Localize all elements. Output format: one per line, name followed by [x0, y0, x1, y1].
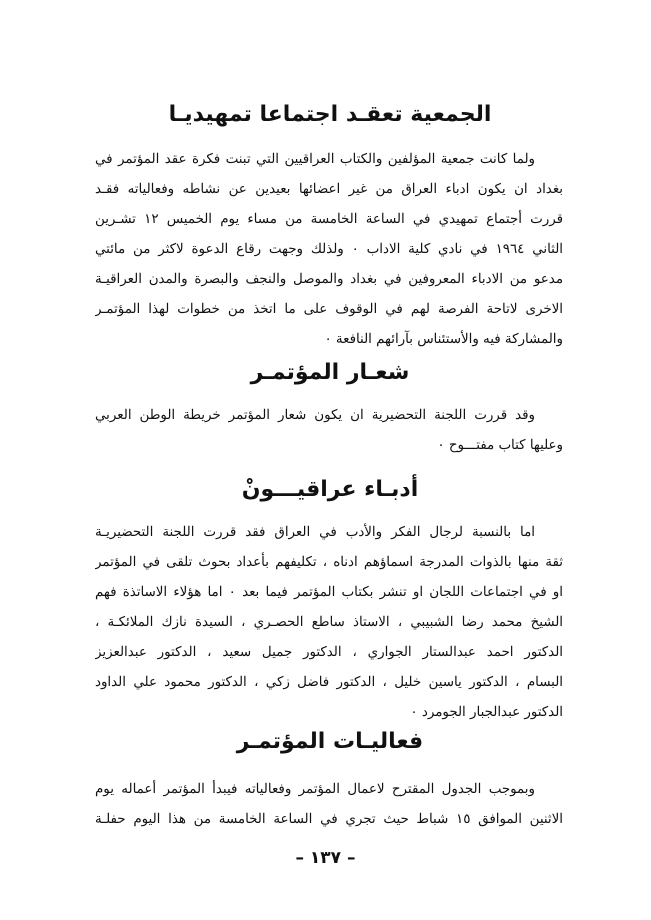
- section-heading-conference-emblem: شعـار المؤتمـر: [250, 360, 410, 385]
- text-line: والمشاركة فيه والأستئناس بآرائهم النافعة ٠: [324, 332, 563, 347]
- section-heading-iraqi-writers: أدبـاء عراقيـــونْ: [241, 477, 419, 502]
- text-line: البسام ، الدكتور ياسين خليل ، الدكتور فاضل زكي ، الدكتور محمود علي الداود: [95, 675, 563, 690]
- text-line: مدعو من الادباء المعروفين في بغداد والموصل والنجف والبصرة والمدن العراقيـة: [95, 272, 563, 287]
- text-line: الاثنين الموافق ١٥ شباط حيث تجري في الساعة الخامسة من هذا اليوم حفلـة: [95, 812, 563, 827]
- text-line: وقد قررت اللجنة التحضيرية ان يكون شعار المؤتمر خريطة الوطن العربي: [95, 408, 535, 423]
- section-heading-conference-activities: فعاليـات المؤتمـر: [236, 729, 424, 754]
- section-body-preparatory-meeting: [95, 145, 563, 355]
- text-line: وعليها كتاب مفتـــوح ٠: [437, 438, 563, 453]
- section-body-conference-emblem: [95, 401, 563, 461]
- text-line: الدكتور عبدالجبار الجومرد ٠: [410, 705, 563, 720]
- text-line: قررت أجتماع تمهيدي في الساعة الخامسة من مساء يوم الخميس ١٢ تشـرين: [95, 212, 563, 227]
- text-line: الاخرى لاتاحة الفرصة لهم في الوقوف على ما اتخذ من خطوات لهذا المؤتمـر: [95, 302, 563, 317]
- text-line: ولما كانت جمعية المؤلفين والكتاب العراقيين التي تبنت فكرة عقد المؤتمر في: [95, 152, 535, 167]
- text-line: اما بالنسبة لرجال الفكر والأدب في العراق فقد قررت اللجنة التحضيريـة: [95, 525, 535, 540]
- text-line: او في اجتماعات اللجان او تنشر بكتاب المؤتمر فيما بعد ٠ اما هؤلاء الاساتذة فهم: [95, 585, 563, 600]
- text-line: بغداد ان يكون ادباء العراق من غير اعضائها بعيدين عن نشاطه وفعالياته فقـد: [95, 182, 563, 197]
- text-line: وبموجب الجدول المقترح لاعمال المؤتمر وفعالياته فيبدأ المؤتمر أعماله يوم: [95, 782, 535, 797]
- section-body-iraqi-writers: [95, 518, 563, 728]
- section-heading-preparatory-meeting: الجمعية تعقـد اجتماعا تمهيديـا: [168, 102, 492, 127]
- text-line: الثاني ١٩٦٤ في نادي كلية الاداب ٠ ولذلك وجهت رقاع الدعوة لاكثر من مائتي: [95, 242, 563, 257]
- text-line: الدكتور احمد عبدالستار الجواري ، الدكتور جميل سعيد ، الدكتور عبدالعزيز: [95, 645, 563, 660]
- page-number: – ١٣٧ –: [295, 848, 356, 868]
- section-body-conference-activities: [95, 775, 563, 835]
- text-line: ثقة منها بالذوات المدرجة اسماؤهم ادناه ، تكليفهم بأعداد بحوث تلقى في المؤتمر: [95, 555, 563, 570]
- text-line: الشيخ محمد رضا الشبيبي ، الاستاذ ساطع الحصـري ، السيدة نازك الملائكـة ،: [95, 615, 563, 630]
